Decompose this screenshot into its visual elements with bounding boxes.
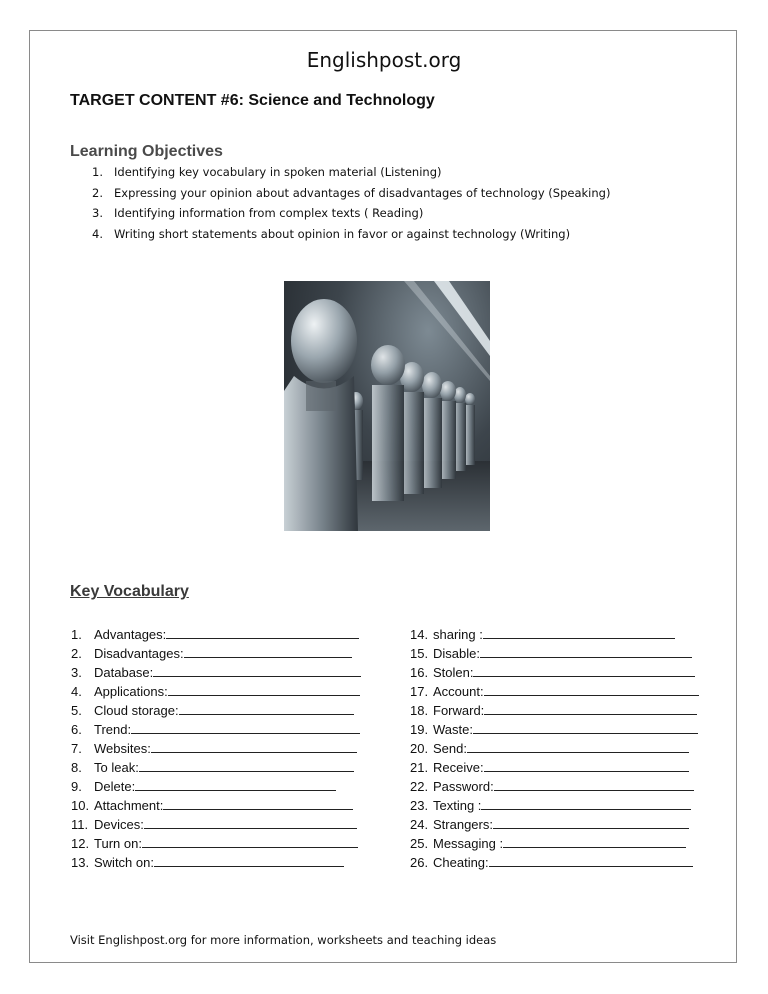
answer-blank: [480, 645, 692, 658]
answer-blank: [151, 740, 357, 753]
answer-blank: [494, 778, 694, 791]
objective-item: 2. Expressing your opinion about advantages of disadvantages of technology (Speaking): [92, 185, 611, 200]
footer-text: Visit Englishpost.org for more information, worksheets and teaching ideas: [70, 933, 497, 947]
answer-blank: [484, 702, 697, 715]
vocabulary-item: 12. Turn on:: [71, 834, 361, 853]
answer-blank: [473, 721, 698, 734]
vocabulary-item: 8. To leak:: [71, 758, 361, 777]
vocabulary-item: 1. Advantages:: [71, 625, 361, 644]
robots-image: [284, 281, 490, 531]
answer-blank: [166, 626, 359, 639]
answer-blank: [168, 683, 360, 696]
vocabulary-item: 16. Stolen:: [410, 663, 699, 682]
answer-blank: [484, 759, 689, 772]
answer-blank: [135, 778, 336, 791]
answer-blank: [153, 664, 361, 677]
learning-objectives-heading: Learning Objectives: [70, 143, 223, 160]
answer-blank: [144, 816, 357, 829]
vocabulary-item: 5. Cloud storage:: [71, 701, 361, 720]
answer-blank: [503, 835, 686, 848]
vocabulary-item: 11. Devices:: [71, 815, 361, 834]
vocabulary-item: 3. Database:: [71, 663, 361, 682]
objective-item: 1. Identifying key vocabulary in spoken material (Listening): [92, 165, 442, 179]
objective-item: 4. Writing short statements about opinion in favor or against technology (Writing): [92, 226, 571, 241]
vocabulary-item: 23. Texting :: [410, 796, 699, 815]
vocabulary-column-left: [71, 625, 361, 872]
key-vocabulary-heading: Key Vocabulary: [70, 583, 189, 600]
answer-blank: [142, 835, 358, 848]
answer-blank: [154, 854, 344, 867]
vocabulary-item: 22. Password:: [410, 777, 699, 796]
vocabulary-item: 25. Messaging :: [410, 834, 699, 853]
vocabulary-item: 10. Attachment:: [71, 796, 361, 815]
vocabulary-item: 7. Websites:: [71, 739, 361, 758]
vocabulary-item: 14. sharing :: [410, 625, 699, 644]
answer-blank: [163, 797, 353, 810]
answer-blank: [489, 854, 693, 867]
vocabulary-item: 20. Send:: [410, 739, 699, 758]
answer-blank: [179, 702, 354, 715]
learning-objectives-list: [92, 162, 610, 244]
robots-illustration: [284, 281, 490, 531]
answer-blank: [139, 759, 354, 772]
answer-blank: [184, 645, 352, 658]
vocabulary-item: 18. Forward:: [410, 701, 699, 720]
vocabulary-item: 26. Cheating:: [410, 853, 699, 872]
target-content-title: TARGET CONTENT #6: Science and Technology: [70, 92, 435, 109]
answer-blank: [467, 740, 689, 753]
vocabulary-item: 15. Disable:: [410, 644, 699, 663]
answer-blank: [493, 816, 689, 829]
answer-blank: [481, 797, 691, 810]
vocabulary-item: 2. Disadvantages:: [71, 644, 361, 663]
vocabulary-item: 9. Delete:: [71, 777, 361, 796]
vocabulary-item: 21. Receive:: [410, 758, 699, 777]
answer-blank: [473, 664, 695, 677]
site-title: Englishpost.org: [306, 48, 462, 72]
vocabulary-item: 13. Switch on:: [71, 853, 361, 872]
objective-item: 3. Identifying information from complex texts ( Reading): [92, 206, 424, 220]
vocabulary-item: 6. Trend:: [71, 720, 361, 739]
vocabulary-item: 4. Applications:: [71, 682, 361, 701]
vocabulary-column-right: [410, 625, 699, 872]
vocabulary-item: 24. Strangers:: [410, 815, 699, 834]
answer-blank: [484, 683, 699, 696]
vocabulary-item: 19. Waste:: [410, 720, 699, 739]
answer-blank: [483, 626, 675, 639]
answer-blank: [131, 721, 360, 734]
vocabulary-item: 17. Account:: [410, 682, 699, 701]
